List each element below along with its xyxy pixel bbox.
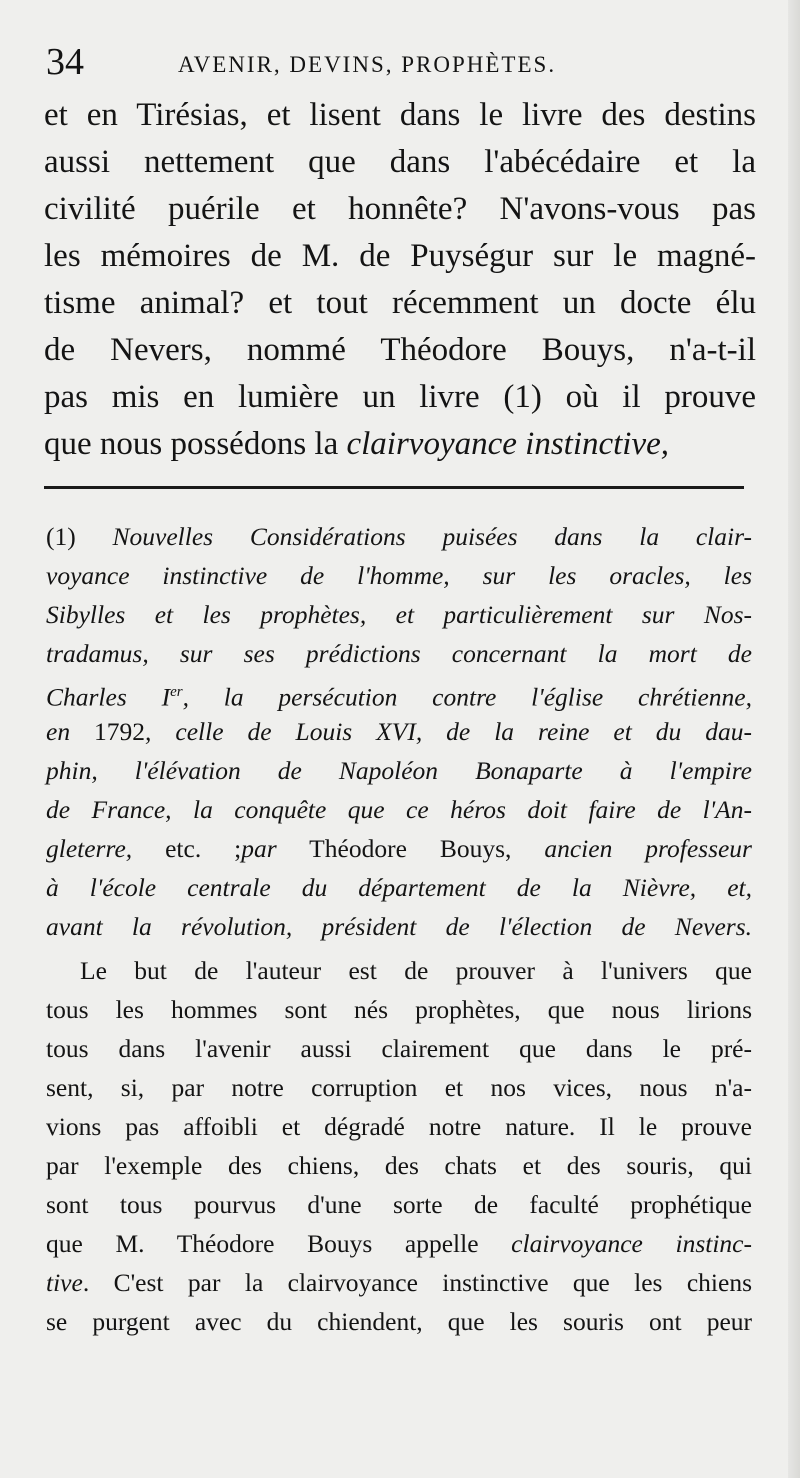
page-edge (788, 0, 800, 1478)
footnote-line (46, 673, 752, 712)
text-line: aussi nettement que dans l'abécédaire et la (44, 144, 756, 180)
footnote-text: ancien professeur (544, 834, 752, 863)
footnote-separator (44, 486, 744, 489)
running-title: AVENIR, DEVINS, PROPHÈTES. (178, 52, 557, 77)
text-line: sent, si, par notre corruption et nos vices, nous n'a- (46, 1073, 752, 1102)
footnote-line: avant la révolution, président de l'élection de Nevers. (46, 912, 752, 941)
footnote-line: voyance instinctive de l'homme, sur les oracles, les (46, 561, 752, 590)
text-span: que M. Théodore Bouys appelle (46, 1229, 512, 1258)
footnote-line: à l'école centrale du département de la Nièvre, et, (46, 873, 752, 902)
text-line: et en Tirésias, et lisent dans le livre des destins (44, 97, 756, 133)
footnote-year: 1792 (94, 717, 146, 746)
footnote-text-upright: etc. ; (132, 834, 242, 863)
text-line: tous dans l'avenir aussi clairement que dans le pré- (46, 1034, 752, 1063)
text-line: de Nevers, nommé Théodore Bouys, n'a-t-il (44, 332, 756, 368)
text-line (46, 1263, 752, 1302)
footnote-mark: (1) (46, 522, 113, 551)
footnote-superscript: er (170, 684, 183, 700)
text-span: . C'est par la clairvoyance instinctive que les chiens (82, 1268, 752, 1297)
italic-span: clairvoyance instinctive, (346, 426, 670, 462)
footnote-line: tradamus, sur ses prédictions concernant la mort de (46, 639, 752, 668)
text-line: se purgent avec du chiendent, que les souris ont peur (46, 1307, 752, 1336)
text-line (46, 1224, 752, 1263)
footnote-text: gleterre, (46, 834, 133, 863)
footnote-line (46, 712, 752, 751)
text-line: les mémoires de M. de Puységur sur le magné- (44, 238, 756, 274)
footnote-line (46, 829, 752, 868)
footnote-text-upright: Théodore Bouys, (276, 834, 545, 863)
main-text (44, 92, 756, 468)
footnote-text: , celle de Louis XVI, de la reine et du dau- (145, 717, 752, 746)
text-line (44, 421, 756, 468)
text-line: pas mis en lumière un livre (1) où il prouve (44, 379, 756, 415)
text-line: par l'exemple des chiens, des chats et des souris, qui (46, 1151, 752, 1180)
text-line: sont tous pourvus d'une sorte de faculté prophétique (46, 1190, 752, 1219)
footnote-text: Charles I (46, 682, 171, 712)
footnote-text: en (46, 717, 95, 746)
footnote (46, 517, 752, 946)
italic-span: tive (46, 1268, 83, 1297)
page-number: 34 (46, 41, 84, 83)
text-span: que nous possédons la (44, 426, 347, 462)
footnote-text: , la persécution contre l'église chrétienne, (182, 682, 752, 712)
text-line: civilité puérile et honnête? N'avons-vous pas (44, 191, 756, 227)
body-paragraph (46, 951, 752, 1341)
footnote-line (46, 517, 752, 556)
footnote-line: phin, l'élévation de Napoléon Bonaparte à l'empire (46, 756, 752, 785)
text-line: tisme animal? et tout récemment un docte élu (44, 285, 756, 321)
text-line: tous les hommes sont nés prophètes, que nous lirions (46, 995, 752, 1024)
text-line: Le but de l'auteur est de prouver à l'univers que (80, 956, 752, 985)
footnote-text: Nouvelles Considérations puisées dans la clair- (112, 522, 752, 551)
italic-span: clairvoyance instinc- (511, 1229, 752, 1258)
footnote-line: de France, la conquête que ce héros doit faire de l'An- (46, 795, 752, 824)
page-header (46, 40, 766, 90)
footnote-text: par (241, 834, 277, 863)
footnote-line: Sibylles et les prophètes, et particulièrement sur Nos- (46, 600, 752, 629)
text-line: vions pas affoibli et dégradé notre nature. Il le prouve (46, 1112, 752, 1141)
